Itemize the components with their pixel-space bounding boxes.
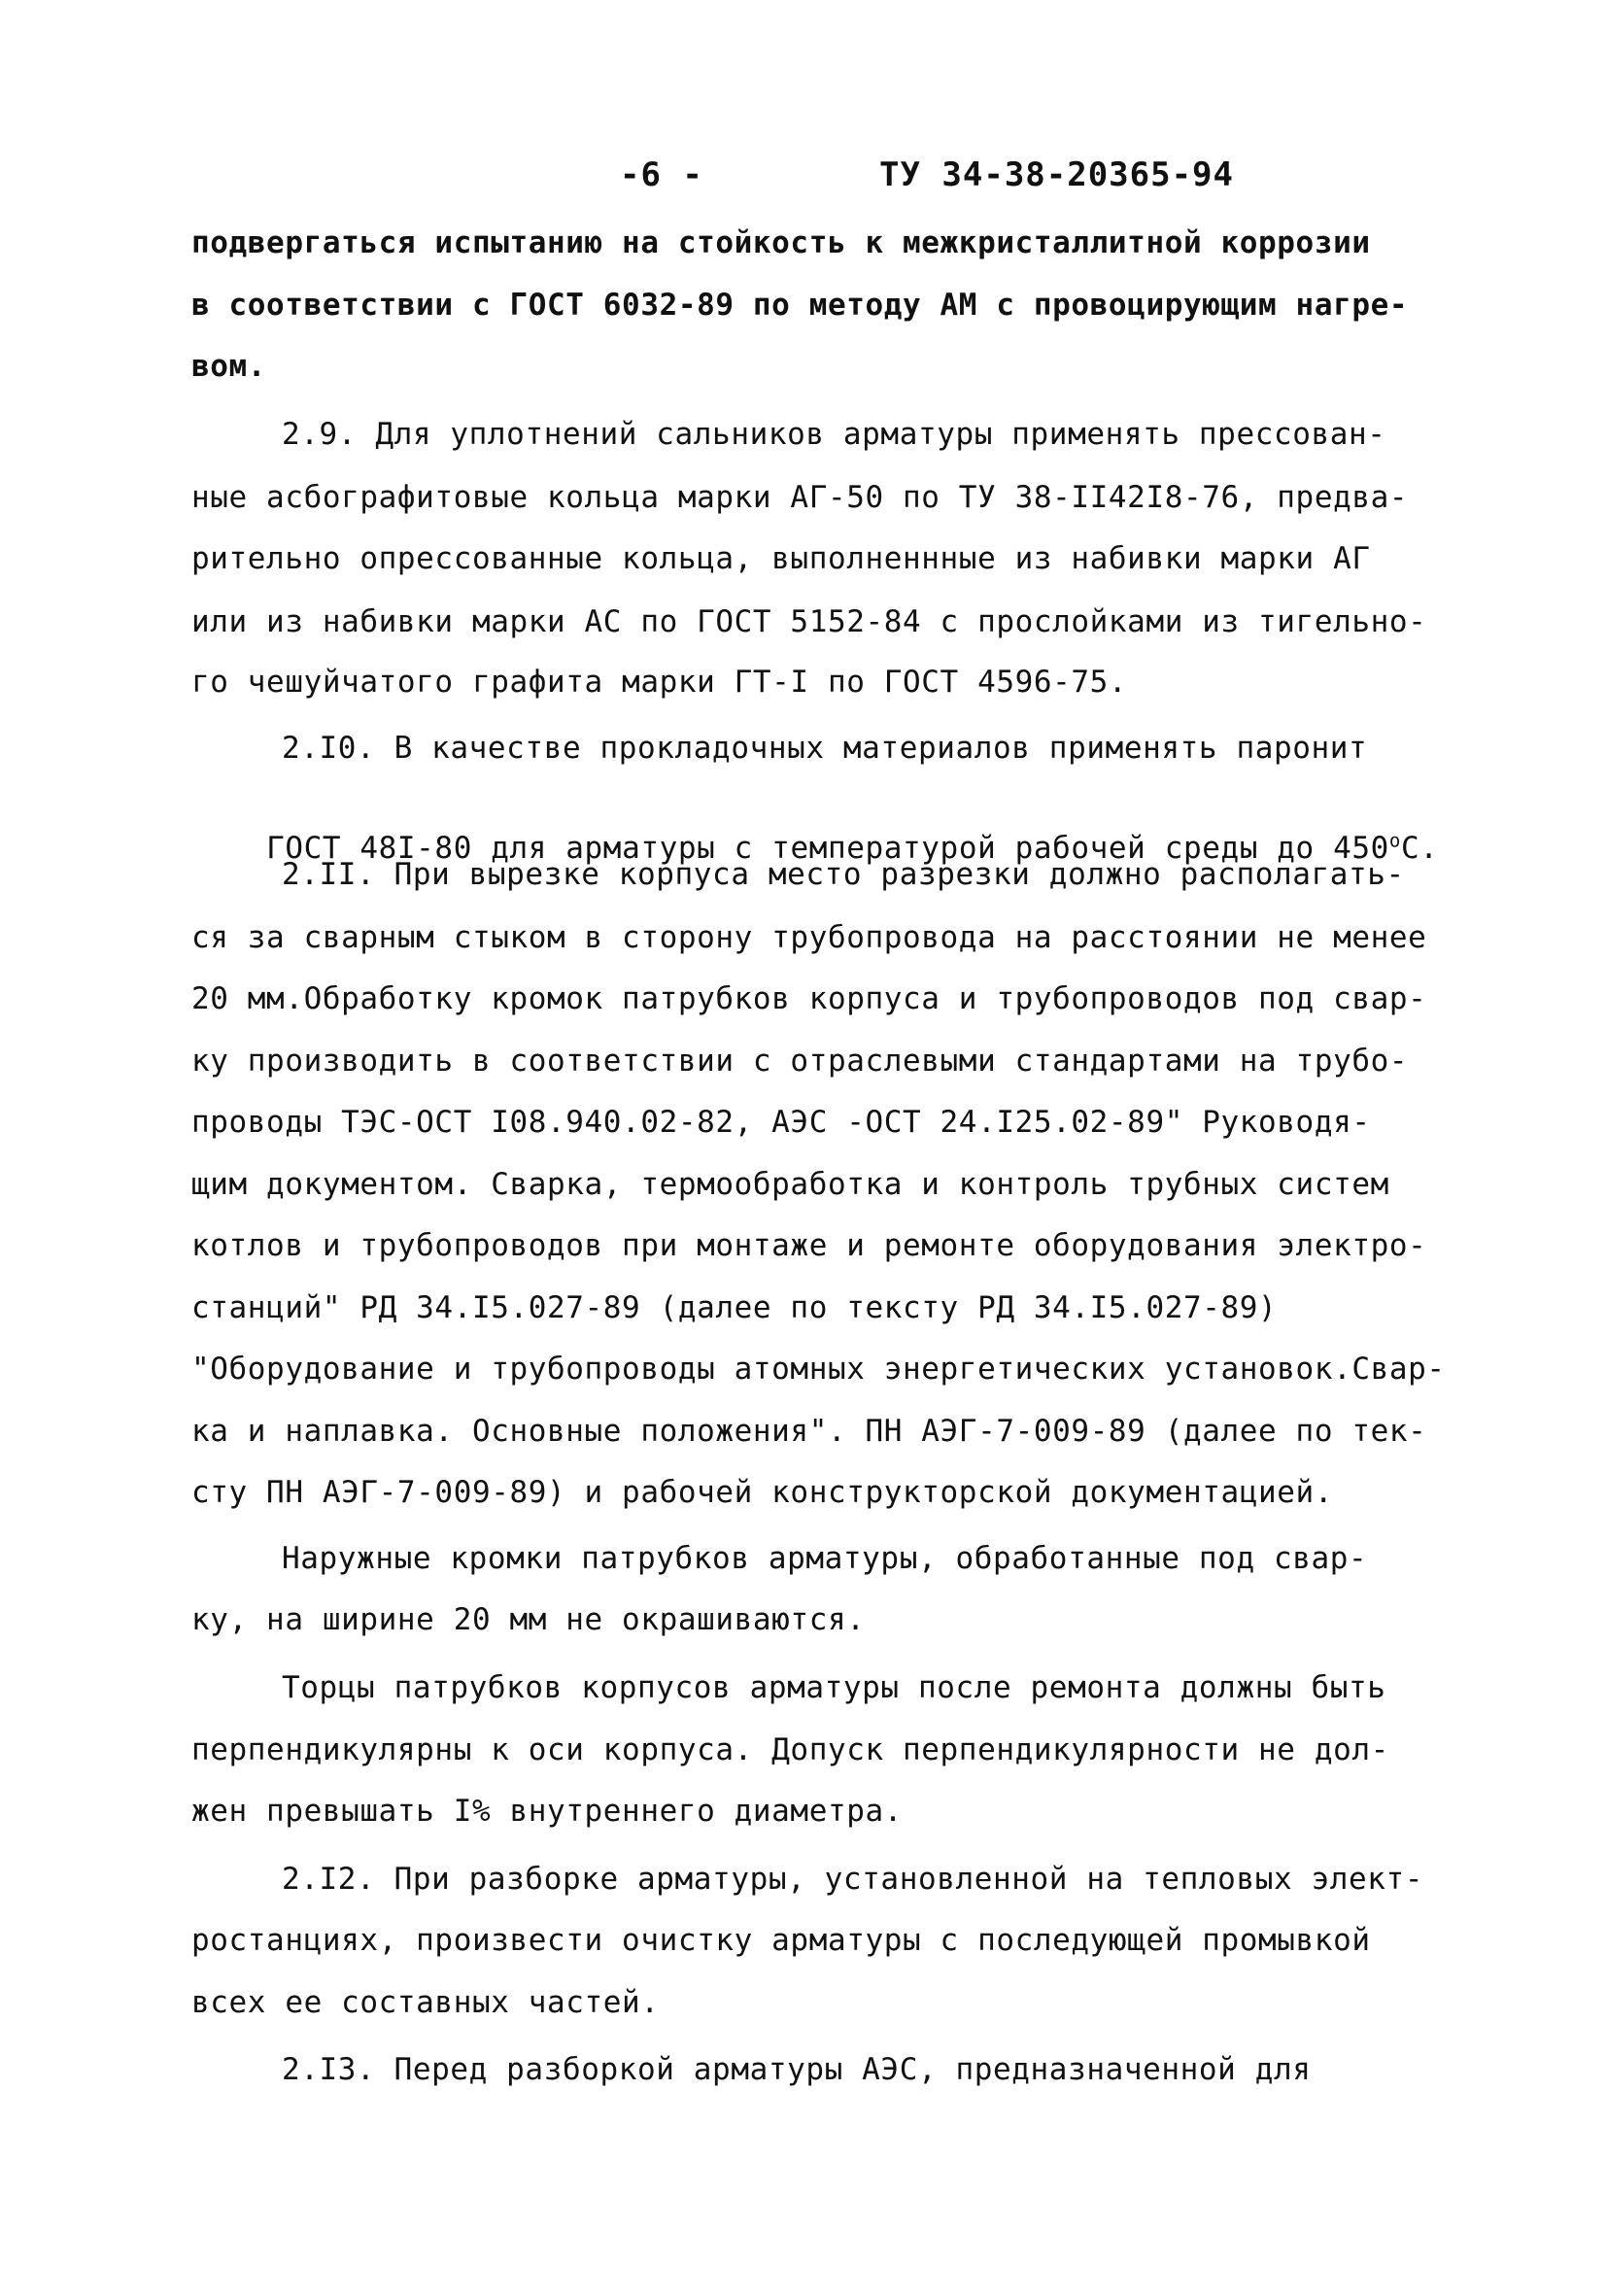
unit-celsius: С.: [1400, 831, 1439, 866]
text-line: подвергаться испытанию на стойкость к межкристаллитной коррозии: [191, 225, 1371, 260]
page-number: -6 -: [620, 155, 703, 194]
text-line: станций" РД 34.I5.027-89 (далее по тексту РД 34.I5.027-89): [191, 1290, 1278, 1325]
text-line: щим документом. Сварка, термообработка и контроль трубных систем: [191, 1167, 1389, 1202]
text-line: ка и наплавка. Основные положения". ПН АЭГ-7-009-89 (далее по тек-: [191, 1414, 1427, 1449]
text-line: 2.I0. В качестве прокладочных материалов применять паронит: [282, 731, 1368, 766]
text-line: 2.I3. Перед разборкой арматуры АЭС, предназначенной для: [282, 2052, 1312, 2087]
text-line: 2.I2. При разборке арматуры, установленной на тепловых элект-: [282, 1862, 1424, 1897]
text-line: всех ее составных частей.: [191, 1985, 660, 2020]
text-line: котлов и трубопроводов при монтаже и ремонте оборудования электро-: [191, 1228, 1427, 1263]
text-line: Наружные кромки патрубков арматуры, обработанные под свар-: [282, 1541, 1368, 1576]
text-line: сту ПН АЭГ-7-009-89) и рабочей конструкторской документацией.: [191, 1475, 1334, 1510]
text-line: 20 мм.Обработку кромок патрубков корпуса и трубопроводов под свар-: [191, 981, 1427, 1016]
text-line: жен превышать I% внутреннего диаметра.: [191, 1794, 904, 1829]
text-line: ные асбографитовые кольца марки АГ-50 по ТУ 38-II42I8-76, предва-: [191, 480, 1409, 515]
text-line: ся за сварным стыком в сторону трубопровода на расстоянии не менее: [191, 920, 1427, 955]
text-line: го чешуйчатого графита марки ГТ-I по ГОСТ 4596-75.: [191, 665, 1128, 700]
text-line: вом.: [191, 349, 267, 384]
document-code: ТУ 34-38-20365-94: [879, 155, 1234, 194]
text-line: или из набивки марки АС по ГОСТ 5152-84 с прослойками из тигельно-: [191, 604, 1427, 639]
text-line: в соответствии с ГОСТ 6032-89 по методу АМ с провоцирующим нагре-: [191, 288, 1409, 323]
degree-sign: о: [1388, 830, 1401, 852]
text-line: Торцы патрубков корпусов арматуры после ремонта должны быть: [282, 1670, 1386, 1705]
text-line: ростанциях, произвести очистку арматуры с последующей промывкой: [191, 1923, 1371, 1958]
text-line: ку, на ширине 20 мм не окрашиваются.: [191, 1602, 866, 1637]
text-line: 2.II. При вырезке корпуса место разрезки должно располагать-: [282, 857, 1405, 892]
text-line: проводы ТЭС-ОСТ I08.940.02-82, АЭС -ОСТ 24.I25.02-89" Руководя-: [191, 1105, 1371, 1140]
text-line: ку производить в соответствии с отраслевыми стандартами на трубо-: [191, 1044, 1409, 1079]
text-line: "Оборудование и трубопроводы атомных энергетических установок.Свар-: [191, 1352, 1446, 1387]
text-line: перпендикулярны к оси корпуса. Допуск перпендикулярности не дол-: [191, 1732, 1389, 1767]
text-segment: ГОСТ 48I-80 для арматуры с температурой рабочей среды до 450: [266, 831, 1389, 866]
text-line: 2.9. Для уплотнений сальников арматуры применять прессован-: [282, 417, 1386, 452]
page-header: [0, 155, 1607, 204]
text-line: рительно опрессованные кольца, выполненнные из набивки марки АГ: [191, 541, 1371, 576]
